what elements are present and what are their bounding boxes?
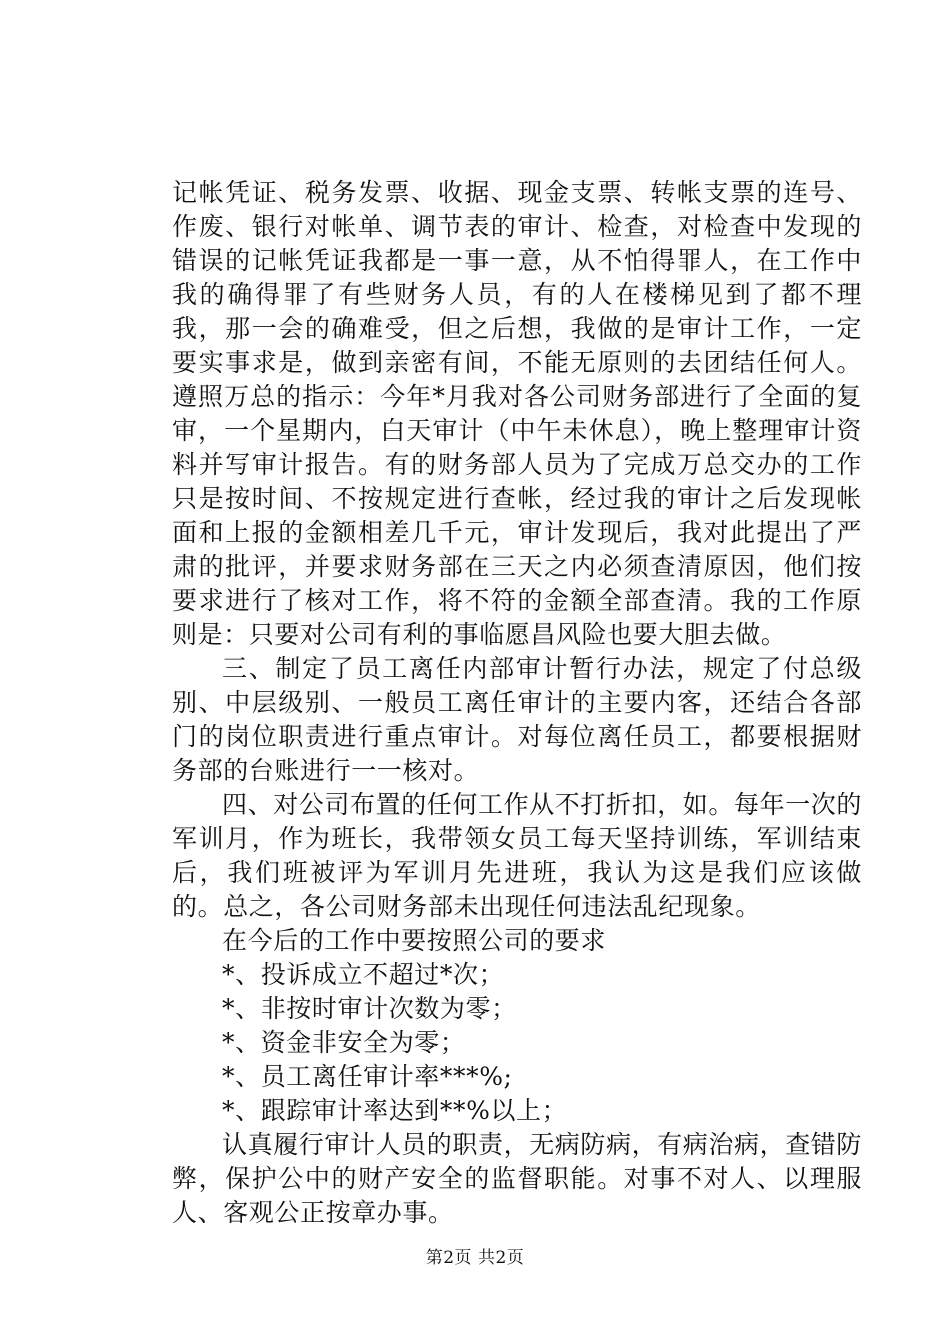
paragraph-future-requirements: 在今后的工作中要按照公司的要求 xyxy=(222,926,607,955)
paragraph-section-four: 四、对公司布置的任何工作从不打折扣，如。每年一次的军训月，作为班长，我带领女员工每天坚持训练，军训结束后，我们班被评为军训月先进班，我认为这是我们应该做的。总之，各公司财务部未出现任何违法乱纪现象。 xyxy=(172,790,863,921)
list-item: *、资金非安全为零； xyxy=(222,1028,466,1057)
document-body xyxy=(172,176,862,1230)
list-item: *、投诉成立不超过*次； xyxy=(222,960,505,989)
paragraph-audit-details: 记帐凭证、税务发票、收据、现金支票、转帐支票的连号、作废、银行对帐单、调节表的审计、检查，对检查中发现的错误的记帐凭证我都是一事一意，从不怕得罪人，在工作中我的确得罪了有些财务人员，有的人在楼梯见到了都不理我，那一会的确难受，但之后想，我做的是审计工作，一定要实事求是，做到亲密有间，不能无原则的去团结任何人。遵照万总的指示：今年*月我对各公司财务部进行了全面的复审，一个星期内，白天审计（中午未休息），晚上整理审计资料并写审计报告。有的财务部人员为了完成万总交办的工作只是按时间、不按规定进行查帐，经过我的审计之后发现帐面和上报的金额相差几千元，审计发现后，我对此提出了严肃的批评，并要求财务部在三天之内必须查清原因，他们按要求进行了核对工作，将不符的金额全部查清。我的工作原则是：只要对公司有利的事临愿昌风险也要大胆去做。 xyxy=(172,178,862,649)
list-item: *、非按时审计次数为零； xyxy=(222,994,517,1023)
page-number-footer: 第2页 共2页 xyxy=(425,1248,525,1268)
list-item: *、跟踪审计率达到**%以上； xyxy=(222,1096,568,1125)
paragraph-section-three: 三、制定了员工离任内部审计暂行办法，规定了付总级别、中层级别、一般员工离任审计的主要内客，还结合各部门的岗位职责进行重点审计。对每位离任员工，都要根据财务部的台账进行一一核对。 xyxy=(172,654,862,785)
list-item: *、员工离任审计率***%; xyxy=(222,1062,513,1091)
paragraph-closing: 认真履行审计人员的职责，无病防病，有病治病，查错防弊，保护公中的财产安全的监督职能。对事不对人、以理服人、客观公正按章办事。 xyxy=(172,1130,863,1227)
